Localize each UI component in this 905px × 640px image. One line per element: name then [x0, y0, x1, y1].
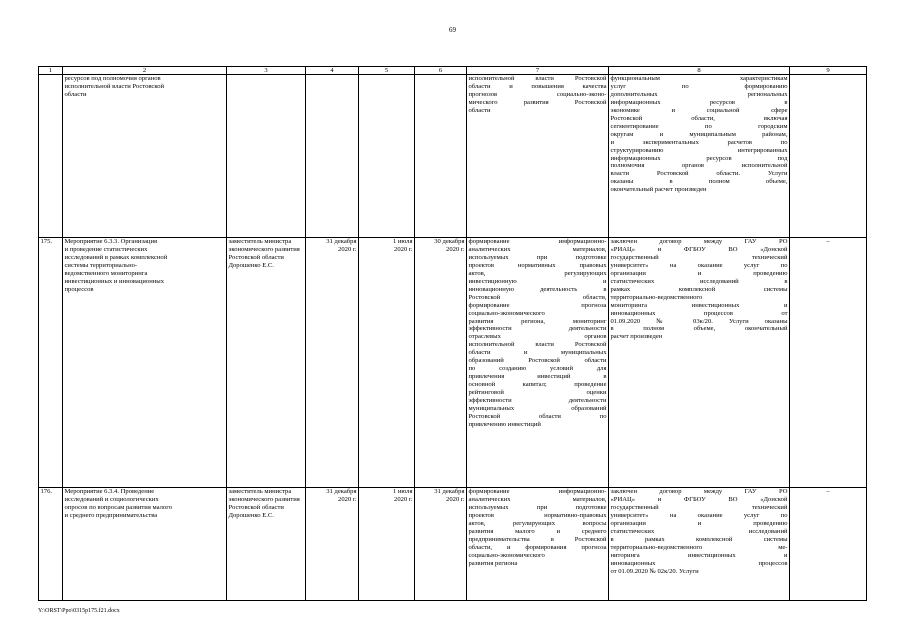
text-line: 2020 г.	[446, 495, 465, 503]
text-line: дополнительных региональных	[610, 90, 788, 98]
text-line: инновационных процессов	[610, 559, 788, 567]
text-line: 2020 г.	[394, 245, 413, 253]
text-line: аналитических материалов,	[468, 495, 607, 503]
text-line: заключен договор между ГАУ РО	[610, 238, 788, 245]
file-path-footer: Y:\ORST\Ppo\0315p175.f21.docx	[38, 608, 120, 614]
text-line: исследований в рамках комплексной	[64, 253, 168, 261]
text-line: области и повышения качества	[468, 82, 607, 90]
text-line: заключен договор между ГАУ РО	[610, 488, 788, 495]
text-line: Ростовской области,	[468, 293, 607, 301]
text-line: Мероприятие 6.3.3. Организация	[64, 238, 158, 245]
text-line: статистических исследований в	[610, 277, 788, 285]
text-line: ведомственного мониторинга	[64, 269, 148, 277]
text-line: услуг по формированию	[610, 82, 788, 90]
text-line: исполнительной власти Ростовской	[468, 75, 607, 82]
text-line: актов, регулирующих вопросы	[468, 519, 607, 527]
text-line: инвестиционных и инновационных	[64, 277, 164, 285]
text-line: экономике и социальной сфере	[610, 106, 788, 114]
text-line: полномочия органов исполнительной	[610, 162, 788, 170]
status-cell	[609, 238, 790, 488]
text-line: в рамках комплексной системы	[610, 535, 788, 543]
deadline-cell	[306, 238, 359, 488]
event-cell	[63, 238, 227, 488]
text-line: развития малого и среднего	[468, 527, 607, 535]
status-cell	[609, 75, 790, 238]
text-line: власти Ростовской области. Услуги	[610, 170, 788, 178]
responsible-cell	[227, 488, 306, 601]
text-line: «РИАЦ» и ФГБОУ ВО «Донской	[610, 245, 788, 253]
row-number	[39, 75, 63, 238]
start-cell	[359, 238, 415, 488]
text-line: опросов по вопросам развития малого	[64, 503, 173, 511]
text-line: 2020 г.	[338, 245, 357, 253]
text-line: организации и проведению	[610, 269, 788, 277]
end-cell	[415, 488, 467, 601]
responsible-cell	[227, 238, 306, 488]
header-cell: 7	[467, 67, 609, 75]
text-line: инвестиционную и	[468, 277, 607, 285]
text-line: структурированию интегрированных	[610, 146, 788, 154]
text-line: экономического развития	[228, 495, 300, 503]
text-line: Дорошенко Е.С.	[228, 261, 274, 269]
text-line: отраслевых органов	[468, 333, 607, 341]
text-line: государственный технический	[610, 503, 788, 511]
text-line: основной капитал; проведение	[468, 381, 607, 389]
text-line: предпринимательства в Ростовской	[468, 535, 607, 543]
text-line: эффективности деятельности	[468, 325, 607, 333]
header-cell: 3	[227, 67, 306, 75]
text-line: системы территориально-	[64, 261, 138, 269]
text-line: муниципальных образований	[468, 405, 607, 413]
responsible-cell	[227, 75, 306, 238]
text-line: рейтинговой оценки	[468, 389, 607, 397]
text-line: 30 декабря	[434, 238, 465, 245]
end-cell	[415, 238, 467, 488]
text-line: Дорошенко Е.С.	[228, 511, 274, 519]
text-line: развития региона, мониторинг	[468, 317, 607, 325]
text-line: исполнительной власти Ростовской	[64, 82, 165, 90]
text-line: округам и муниципальным районам,	[610, 130, 788, 138]
text-line: по созданию условий для	[468, 365, 607, 373]
text-line: и экспериментальных расчетов по	[610, 138, 788, 146]
text-line: 1 июля	[392, 238, 413, 245]
text-line: области	[64, 90, 87, 98]
report-table	[38, 66, 867, 601]
text-line: Ростовской области по	[468, 412, 607, 420]
header-cell: 8	[609, 67, 790, 75]
text-line: аналитических материалов,	[468, 245, 607, 253]
status-cell	[609, 488, 790, 601]
text-line: «РИАЦ» и ФГБОУ ВО «Донской	[610, 495, 788, 503]
start-cell	[359, 488, 415, 601]
text-line: организации и проведению	[610, 519, 788, 527]
text-line: 31 декабря	[434, 488, 465, 495]
text-line: используемых при подготовке	[468, 503, 607, 511]
header-cell: 6	[415, 67, 467, 75]
row-number: 176.	[39, 488, 63, 601]
text-line: области и муниципальных	[468, 349, 607, 357]
header-cell: 2	[63, 67, 227, 75]
text-line: от 01.09.2020 № 02к/20. Услуги	[610, 567, 699, 575]
header-cell: 1	[39, 67, 63, 75]
text-line: университет» на оказание услуг по	[610, 511, 788, 519]
table-row	[39, 488, 867, 601]
text-line: социально-экономического	[468, 309, 545, 317]
text-line: формирование информационно-	[468, 488, 607, 495]
text-line: проектов нормативных правовых	[468, 261, 607, 269]
event-cell	[63, 75, 227, 238]
end-cell	[415, 75, 467, 238]
text-line: и среднего предпринимательства	[64, 511, 158, 519]
text-line: 2020 г.	[338, 495, 357, 503]
text-line: развития региона	[468, 559, 518, 567]
text-line: 2020 г.	[446, 245, 465, 253]
result-cell	[467, 75, 609, 238]
text-line: используемых при подготовке	[468, 253, 607, 261]
text-line: 01.09.2020 № 03к/20. Услуги оказаны	[610, 317, 788, 325]
row-number: 175.	[39, 238, 63, 488]
text-line: ресурсов под полномочия органов	[64, 75, 161, 82]
note-cell	[790, 75, 867, 238]
header-row	[39, 67, 867, 75]
text-line: образований Ростовской области	[468, 357, 607, 365]
text-line: привлечению инвестиций	[468, 420, 541, 428]
text-line: 2020 г.	[394, 495, 413, 503]
text-line: рамках комплексной системы	[610, 285, 788, 293]
text-line: государственный технический	[610, 253, 788, 261]
text-line: проектов нормативно-правовых	[468, 511, 607, 519]
result-cell	[467, 488, 609, 601]
text-line: 31 декабря	[326, 238, 357, 245]
text-line: формирование информационно-	[468, 238, 607, 245]
text-line: Мероприятие 6.3.4. Проведение	[64, 488, 155, 495]
text-line: области	[468, 106, 491, 114]
text-line: Ростовской области, включая	[610, 114, 788, 122]
text-line: социально-экономического	[468, 551, 545, 559]
text-line: сегментирование по городским	[610, 122, 788, 130]
text-line: привлечения инвестиций в	[468, 373, 607, 381]
text-line: функциональным характеристикам	[610, 75, 788, 82]
text-line: университет» на оказание услуг по	[610, 261, 788, 269]
table-row	[39, 238, 867, 488]
page-number: 69	[449, 26, 456, 34]
text-line: информационных ресурсов в	[610, 98, 788, 106]
header-cell: 5	[359, 67, 415, 75]
text-line: области, и формирования прогноза	[468, 543, 607, 551]
text-line: исполнительной власти Ростовской	[468, 341, 607, 349]
text-line: статистических исследований	[610, 527, 788, 535]
text-line: исследований и социологических	[64, 495, 159, 503]
text-line: расчет произведен	[610, 333, 663, 341]
note-cell: –	[790, 488, 867, 601]
text-line: ниторинга инвестиционных и	[610, 551, 788, 559]
text-line: инновационных процессов от	[610, 309, 788, 317]
text-line: 31 декабря	[326, 488, 357, 495]
text-line: территориально-ведомственного ме-	[610, 543, 788, 551]
text-line: мического развития Ростовской	[468, 98, 607, 106]
text-line: заместитель министра	[228, 488, 292, 495]
text-line: в полном объеме, окончательный	[610, 325, 788, 333]
text-line: эффективности деятельности	[468, 397, 607, 405]
text-line: 1 июля	[392, 488, 413, 495]
text-line: Ростовской области	[228, 503, 284, 511]
deadline-cell	[306, 75, 359, 238]
text-line: и проведение статистических	[64, 245, 148, 253]
text-line: информационных ресурсов под	[610, 154, 788, 162]
text-line: оказаны в полном объеме,	[610, 178, 788, 186]
header-cell: 9	[790, 67, 867, 75]
deadline-cell	[306, 488, 359, 601]
text-line: Ростовской области	[228, 253, 284, 261]
note-cell: –	[790, 238, 867, 488]
text-line: окончательный расчет произведен	[610, 186, 707, 194]
text-line: мониторинга инвестиционных и	[610, 301, 788, 309]
text-line: территориально-ведомственного	[610, 293, 703, 301]
text-line: инновационную деятельность в	[468, 285, 607, 293]
start-cell	[359, 75, 415, 238]
text-line: процессов	[64, 285, 94, 293]
text-line: актов, регулирующих	[468, 269, 607, 277]
result-cell	[467, 238, 609, 488]
header-cell: 4	[306, 67, 359, 75]
text-line: прогнозов социально-эконо-	[468, 90, 607, 98]
text-line: экономического развития	[228, 245, 300, 253]
table-row	[39, 75, 867, 238]
text-line: заместитель министра	[228, 238, 292, 245]
event-cell	[63, 488, 227, 601]
text-line: формирование прогноза	[468, 301, 607, 309]
